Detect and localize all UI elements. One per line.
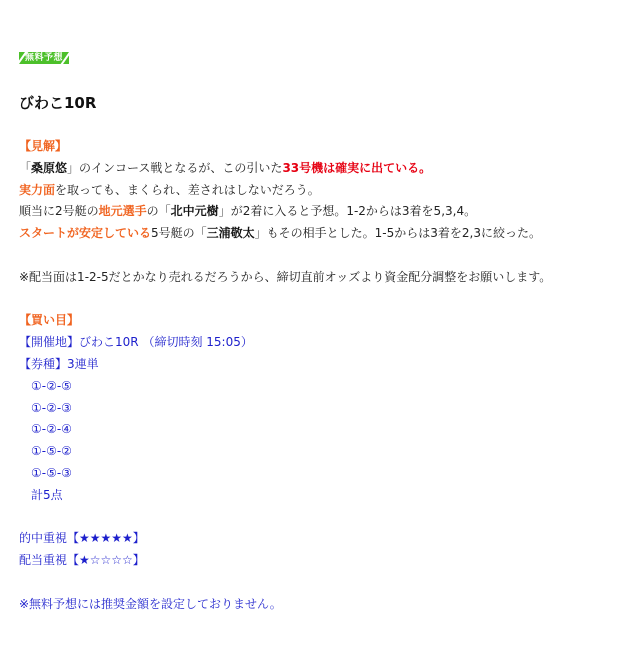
bet-combination: ①-⑤-③ (31, 465, 72, 480)
analysis-line-4: スタートが安定している5号艇の「三浦敬太」もその相手とした。1-5からは3着を2,3に絞った。 (19, 226, 541, 241)
highlight-text: スタートが安定している (19, 226, 152, 241)
analysis-line-2: 実力面を取っても、まくられ、差されはしないだろう。 (19, 182, 320, 197)
racer-name: 北中元樹 (170, 204, 219, 219)
footer-note: ※無料予想には推奨金額を設定しておりません。 (19, 596, 282, 611)
bet-combination: ①-②-⑤ (31, 378, 72, 393)
payout-stars: 【★☆☆☆☆】 (67, 553, 145, 568)
bet-combination: ①-②-④ (31, 422, 72, 437)
prediction-article (19, 49, 619, 616)
article-body (19, 136, 619, 616)
bet-total: 計5点 (31, 487, 63, 502)
racer-name: 桑原悠 (31, 160, 68, 175)
bet-type-line (19, 354, 619, 376)
highlight-text: 実力面 (19, 182, 56, 197)
venue-label: 【開催地】 (19, 335, 80, 350)
bet-type-value: 3連単 (67, 356, 99, 371)
racer-name: 三浦敬太 (206, 226, 255, 241)
accuracy-stars: 【★★★★★】 (67, 531, 145, 546)
payout-label: 配当重視 (19, 553, 68, 568)
bets-heading: 【買い目】 (19, 313, 80, 328)
analysis-line-1: 「桑原悠」のインコース戦となるが、この引いた33号機は確実に出ている。 (19, 160, 432, 175)
bet-combination: ①-⑤-② (31, 444, 72, 459)
payout-rating (19, 550, 619, 572)
highlight-text: 地元選手 (98, 204, 147, 219)
bet-combination: ①-②-③ (31, 400, 72, 415)
accuracy-rating (19, 528, 619, 550)
accuracy-label: 的中重視 (19, 531, 68, 546)
race-title: びわこ10R (19, 94, 97, 112)
venue-line (19, 332, 619, 354)
payout-note: ※配当面は1-2-5だとかなり売れるだろうから、締切直前オッズより資金配分調整をお願いします。 (19, 269, 552, 284)
highlight-text: 33号機は確実に出ている。 (282, 160, 432, 175)
free-prediction-badge: 無料予想 (19, 52, 69, 64)
venue-value: びわこ10R （締切時刻 15:05） (79, 335, 253, 350)
analysis-heading: 【見解】 (19, 139, 68, 153)
analysis-line-3: 順当に2号艇の地元選手の「北中元樹」が2着に入ると予想。1-2からは3着を5,3,4。 (19, 204, 477, 219)
bet-type-label: 【券種】 (19, 356, 68, 371)
